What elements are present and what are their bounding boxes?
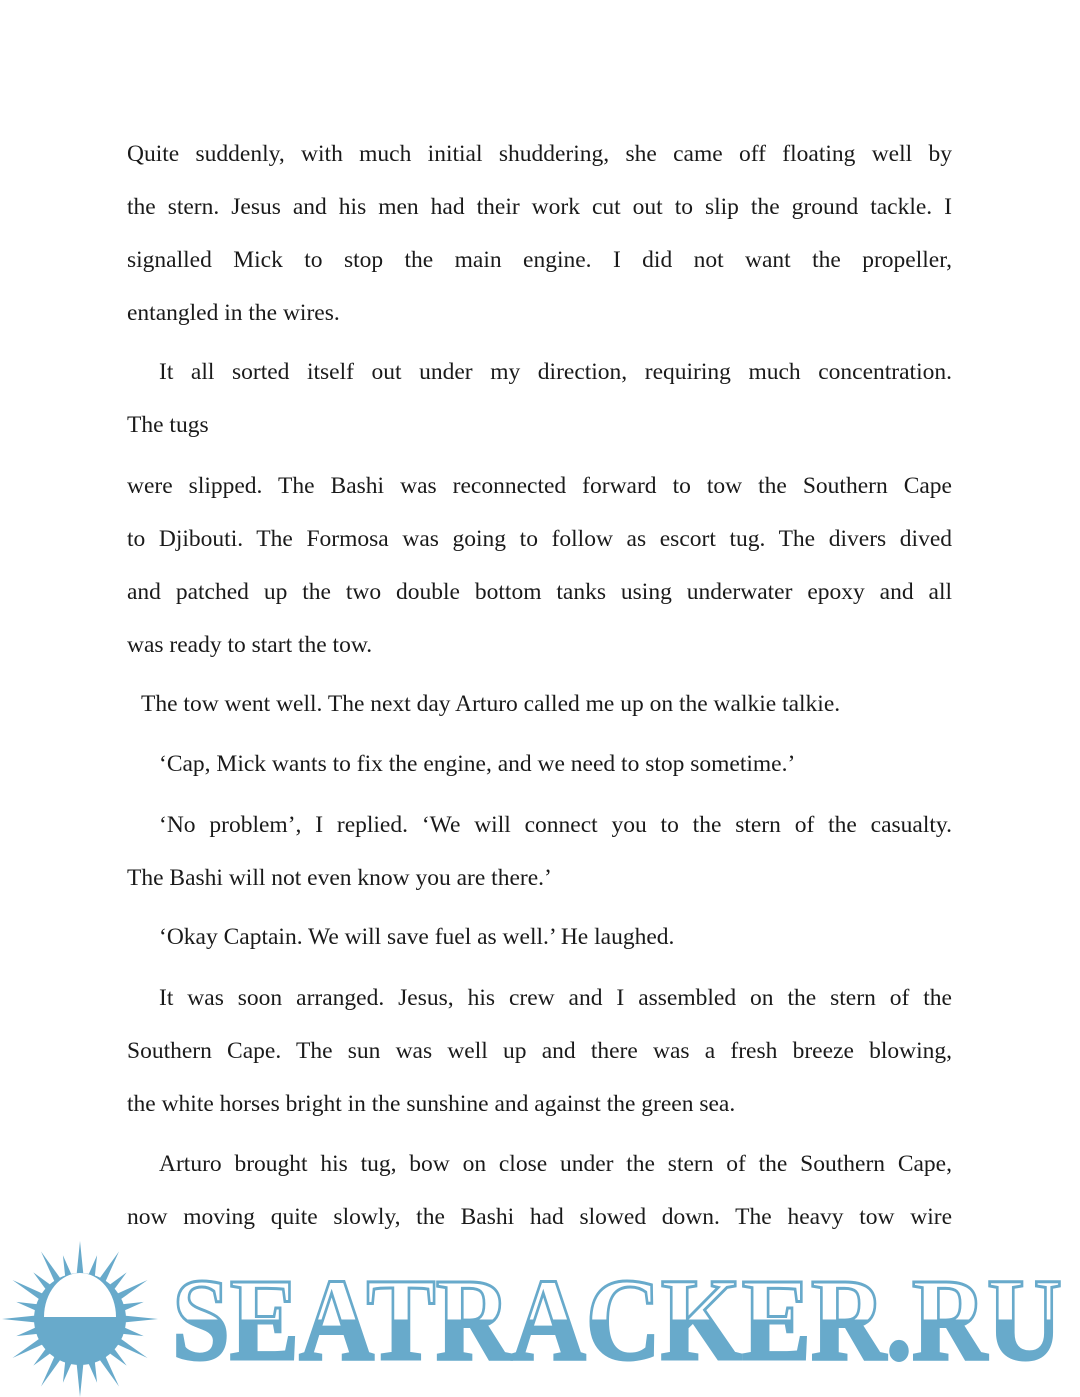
text-line: were slipped. The Bashi was reconnected forward to tow the Southern Cape: [127, 473, 952, 499]
text-line: was ready to start the tow.: [127, 632, 373, 658]
sun-ray: [41, 1355, 61, 1386]
text-line: signalled Mick to stop the main engine. I did not want the propeller,: [127, 247, 952, 273]
sun-ray: [124, 1316, 158, 1323]
text-line: the white horses bright in the sunshine and against the green sea.: [127, 1091, 736, 1117]
watermark-text: SEATRACKER.RU: [172, 1254, 1062, 1385]
sun-ray: [77, 1363, 84, 1397]
seatracker-watermark-logo: [0, 1235, 1080, 1397]
sun-ray: [2, 1316, 36, 1323]
text-line: ‘Okay Captain. We will save fuel as well.’ He laughed.: [159, 924, 675, 950]
text-line: Quite suddenly, with much initial shuddering, she came off floating well by: [127, 141, 952, 167]
text-line: Arturo brought his tug, bow on close under the stern of the Southern Cape,: [159, 1151, 952, 1177]
sun-ray: [12, 1280, 43, 1300]
text-line: Southern Cape. The sun was well up and there was a fresh breeze blowing,: [127, 1038, 952, 1064]
text-line: ‘Cap, Mick wants to fix the engine, and we need to stop sometime.’: [159, 751, 796, 777]
text-line: The Bashi will not even know you are there.’: [127, 865, 552, 891]
sun-ray: [12, 1338, 43, 1358]
text-line: The tugs: [127, 412, 209, 438]
sun-ray: [99, 1251, 119, 1282]
text-line: The tow went well. The next day Arturo called me up on the walkie talkie.: [141, 691, 841, 717]
text-line: and patched up the two double bottom tanks using underwater epoxy and all: [127, 579, 952, 605]
sun-ray: [41, 1251, 61, 1282]
text-line: the stern. Jesus and his men had their work cut out to slip the ground tackle. I: [127, 194, 952, 220]
sun-ray: [116, 1338, 147, 1358]
sun-icon: [2, 1241, 158, 1397]
sun-ray: [99, 1355, 119, 1386]
sun-ray: [77, 1241, 84, 1275]
text-line: ‘No problem’, I replied. ‘We will connect you to the stern of the casualty.: [159, 812, 952, 838]
text-line: It all sorted itself out under my direction, requiring much concentration.: [159, 359, 952, 385]
text-line: to Djibouti. The Formosa was going to follow as escort tug. The divers dived: [127, 526, 952, 552]
sun-ray: [116, 1280, 147, 1300]
text-line: now moving quite slowly, the Bashi had slowed down. The heavy tow wire: [127, 1204, 952, 1230]
text-line: It was soon arranged. Jesus, his crew and I assembled on the stern of the: [159, 985, 952, 1011]
text-line: entangled in the wires.: [127, 300, 340, 326]
